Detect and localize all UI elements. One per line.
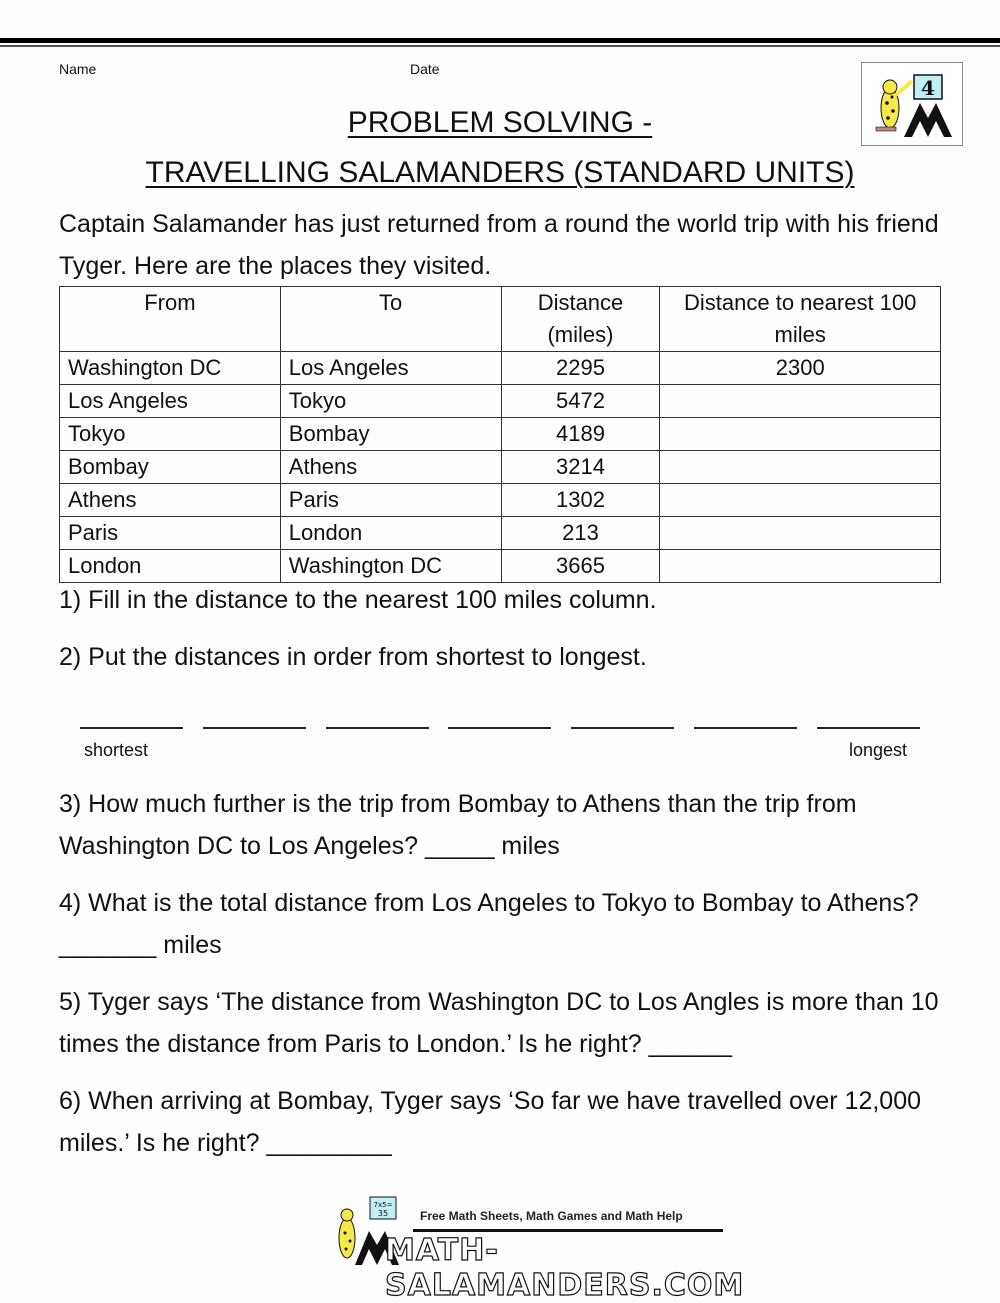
footer-logo[interactable] [325,1193,745,1303]
cell-to: Washington DC [280,550,501,583]
answer-blank[interactable] [203,695,306,729]
table-row [60,484,941,517]
question-2: 2) Put the distances in order from shortest to longest. [59,643,647,671]
header-distance: Distance (miles) [501,287,660,352]
table-row [60,451,941,484]
header-rounded: Distance to nearest 100 miles [660,287,941,352]
table-row [60,550,941,583]
cell-distance: 3214 [501,451,660,484]
grade-number: 4 [921,76,935,100]
cell-rounded[interactable]: 2300 [660,352,941,385]
cell-distance: 1302 [501,484,660,517]
question-5: 5) Tyger says ‘The distance from Washington DC to Los Angles is more than 10 times the distance from Paris to London.’ Is he right? ______ [59,988,939,1058]
answer-blank[interactable] [448,695,551,729]
cell-to: Paris [280,484,501,517]
cell-from: Los Angeles [60,385,281,418]
title-line-1 [0,106,1000,140]
header-from: From [60,287,281,352]
order-answer-blanks [80,695,920,729]
question-6: 6) When arriving at Bombay, Tyger says ‘So far we have travelled over 12,000 miles.’ Is he right? _________ [59,1087,921,1157]
shortest-label: shortest [84,740,149,760]
table-row [60,517,941,550]
cell-to: Athens [280,451,501,484]
cell-to: London [280,517,501,550]
cell-from: London [60,550,281,583]
cell-from: Athens [60,484,281,517]
answer-blank[interactable] [326,695,429,729]
svg-text:7x5=: 7x5= [373,1201,393,1209]
header-to: To [280,287,501,352]
footer-tagline: Free Math Sheets, Math Games and Math Help [420,1209,683,1223]
distance-table [59,286,941,583]
table-row [60,385,941,418]
answer-blank[interactable] [571,695,674,729]
date-label: Date [410,61,440,77]
cell-distance: 213 [501,517,660,550]
top-rule [0,38,1000,47]
answer-blank[interactable] [817,695,920,729]
footer-brand[interactable]: MATH-SALAMANDERS.COM [385,1233,745,1303]
cell-from: Tokyo [60,418,281,451]
title-line-1-text: PROBLEM SOLVING - [347,106,653,139]
question-1: 1) Fill in the distance to the nearest 100 miles column. [59,586,657,614]
cell-rounded[interactable] [660,451,941,484]
cell-rounded[interactable] [660,517,941,550]
answer-blank[interactable] [694,695,797,729]
cell-to: Tokyo [280,385,501,418]
longest-label: longest [849,740,908,760]
cell-to: Los Angeles [280,352,501,385]
footer-divider [413,1229,723,1232]
cell-rounded[interactable] [660,484,941,517]
cell-rounded[interactable] [660,385,941,418]
cell-from: Bombay [60,451,281,484]
svg-text:35: 35 [377,1209,389,1218]
cell-from: Washington DC [60,352,281,385]
question-4: 4) What is the total distance from Los Angeles to Tokyo to Bombay to Athens? _______ miles [59,889,919,959]
title-line-2-text: TRAVELLING SALAMANDERS (STANDARD UNITS) [145,156,855,189]
name-label: Name [59,61,97,77]
answer-blank[interactable] [80,695,183,729]
title-line-2 [0,156,1000,190]
cell-rounded[interactable] [660,418,941,451]
cell-from: Paris [60,517,281,550]
cell-rounded[interactable] [660,550,941,583]
table-header-row [60,287,941,352]
intro-paragraph: Captain Salamander has just returned from a round the world trip with his friend Tyger. Here are the places they visited. [59,210,939,280]
cell-distance: 2295 [501,352,660,385]
table-row [60,418,941,451]
cell-distance: 3665 [501,550,660,583]
cell-to: Bombay [280,418,501,451]
table-row [60,352,941,385]
cell-distance: 5472 [501,385,660,418]
cell-distance: 4189 [501,418,660,451]
question-3: 3) How much further is the trip from Bombay to Athens than the trip from Washington DC to Los Angeles? _____ miles [59,790,857,860]
